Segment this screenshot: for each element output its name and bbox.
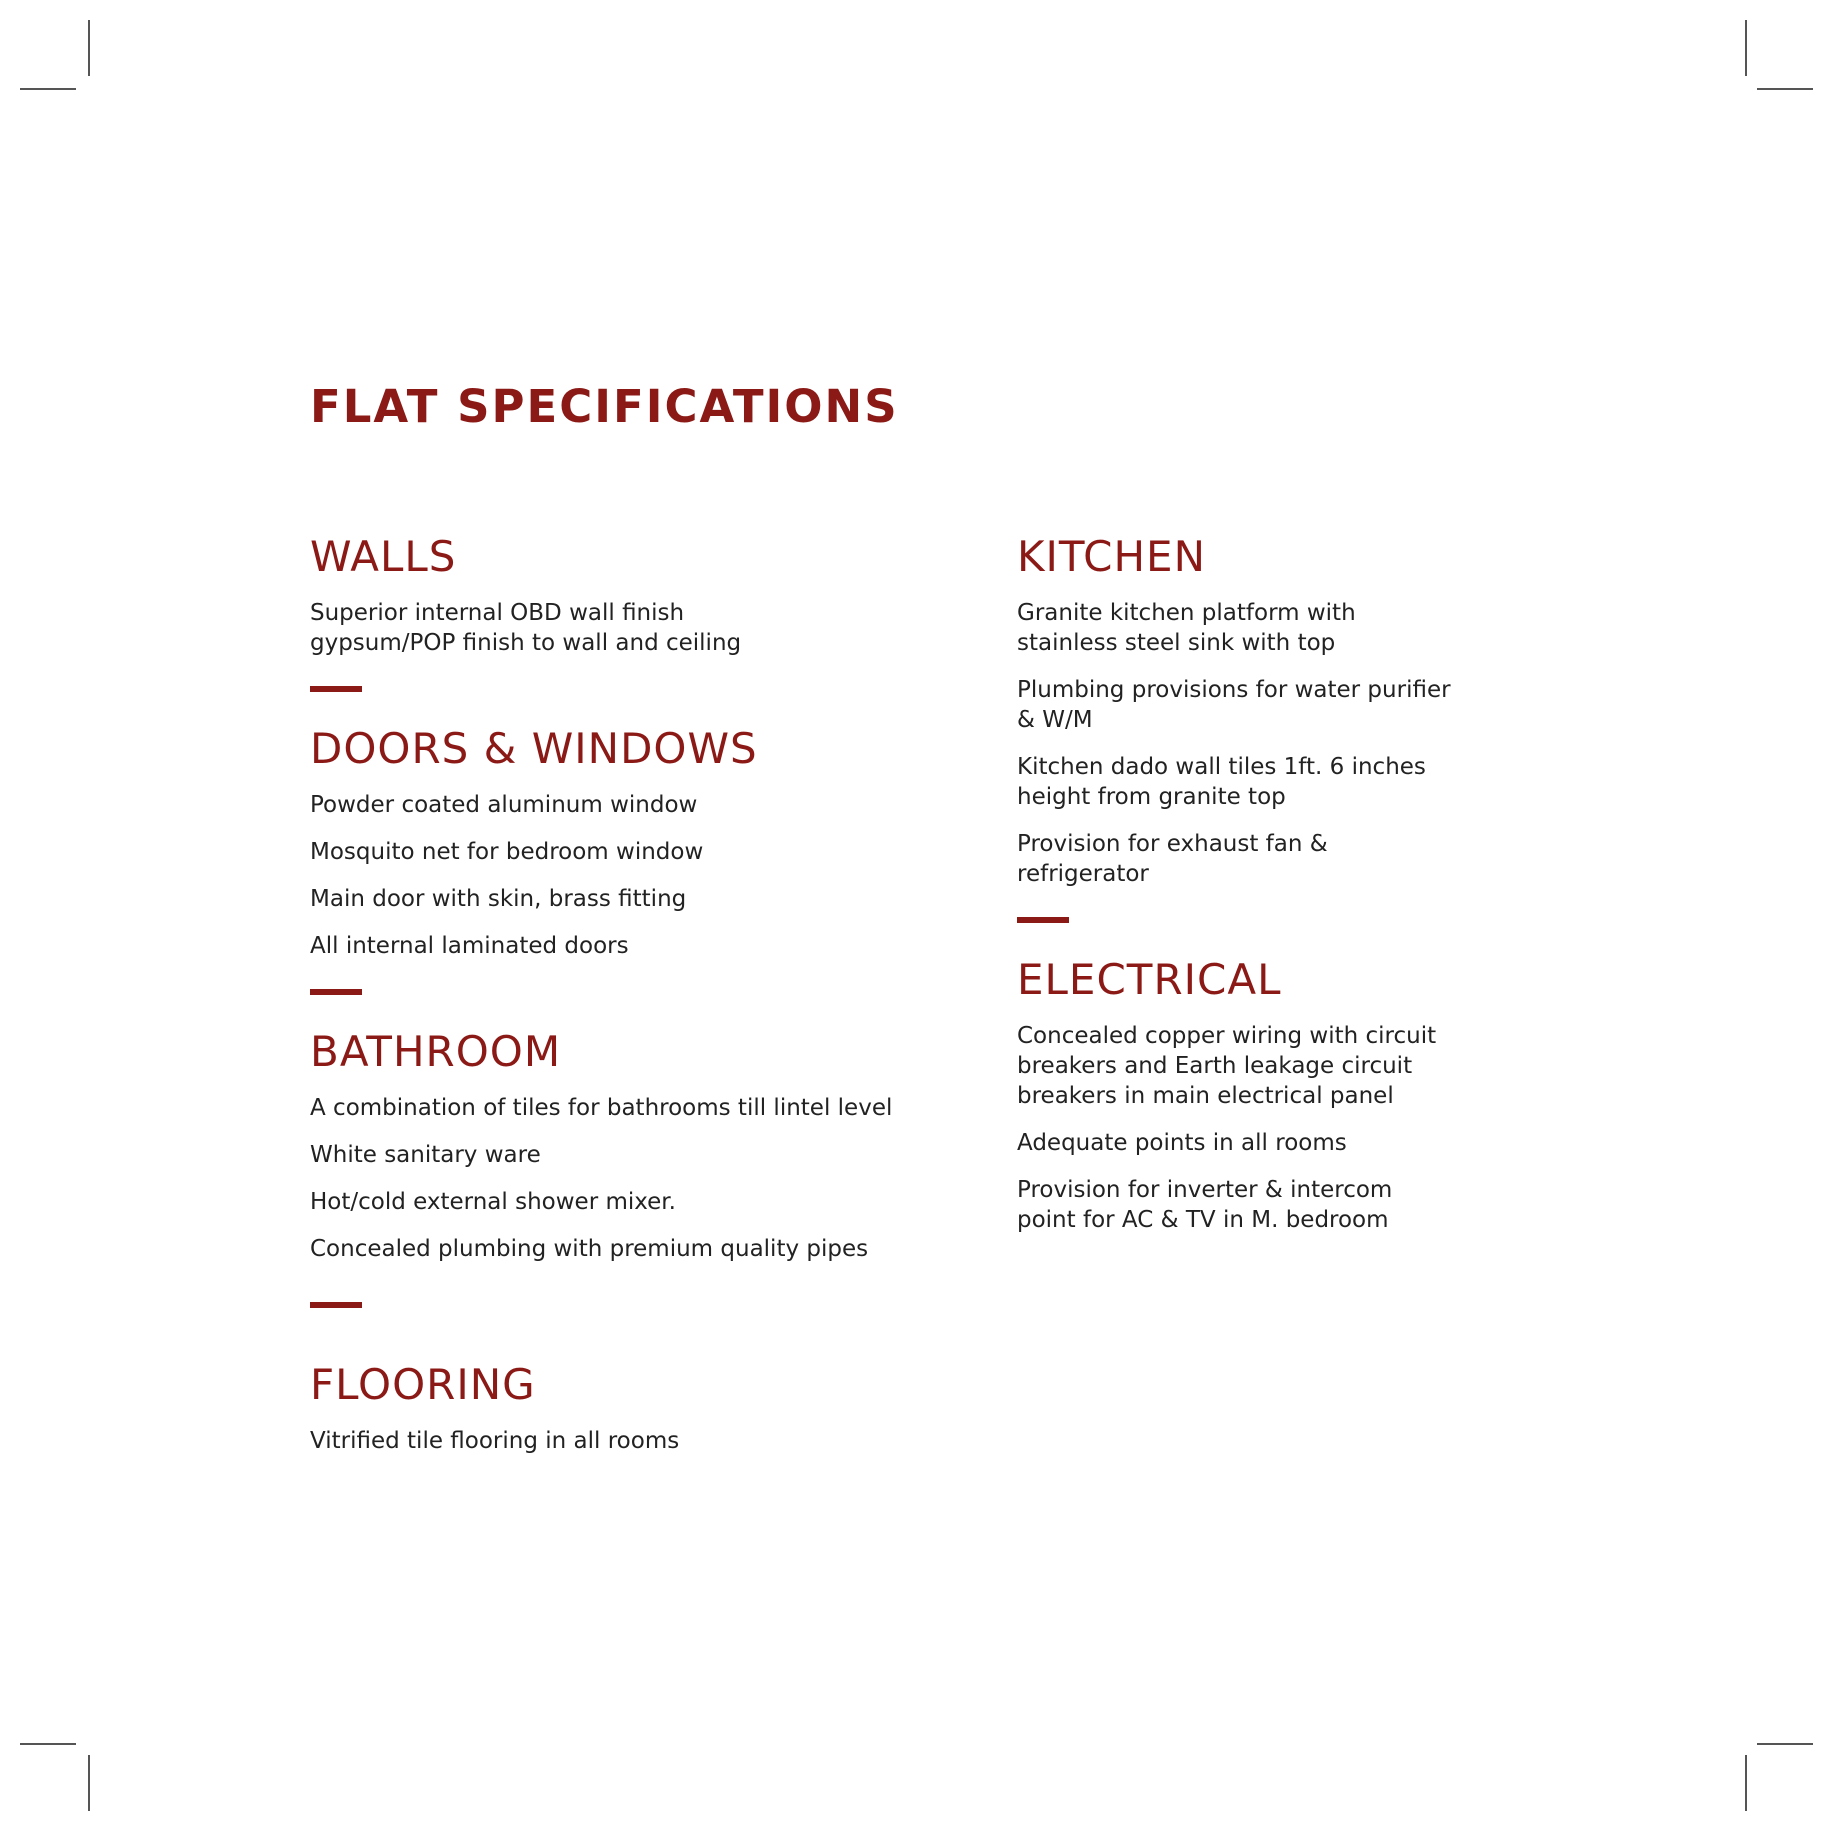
spec-item: Superior internal OBD wall finish gypsum/POP finish to wall and ceiling bbox=[310, 600, 742, 656]
spec-list bbox=[1017, 598, 1537, 889]
crop-mark bbox=[20, 88, 76, 90]
spec-item: Concealed copper wiring with circuit breakers and Earth leakage circuit breakers in main electrical panel bbox=[1017, 1023, 1437, 1109]
section-heading: KITCHEN bbox=[1017, 532, 1206, 581]
section-divider bbox=[310, 1302, 362, 1308]
left-column bbox=[310, 530, 950, 1456]
spec-item: Adequate points in all rooms bbox=[1017, 1130, 1347, 1156]
section-kitchen bbox=[1017, 530, 1537, 889]
section-doors-windows bbox=[310, 722, 950, 961]
spec-item: Mosquito net for bedroom window bbox=[310, 839, 704, 865]
spec-item: Hot/cold external shower mixer. bbox=[310, 1189, 676, 1215]
spec-item: Main door with skin, brass fitting bbox=[310, 886, 687, 912]
section-heading: ELECTRICAL bbox=[1017, 955, 1282, 1004]
spec-item: Provision for exhaust fan & refrigerator bbox=[1017, 831, 1328, 887]
section-heading: WALLS bbox=[310, 532, 457, 581]
right-column bbox=[1017, 530, 1537, 1235]
spec-item: Powder coated aluminum window bbox=[310, 792, 698, 818]
section-flooring bbox=[310, 1358, 950, 1456]
crop-mark bbox=[1745, 1755, 1747, 1811]
spec-item: Plumbing provisions for water purifier & W/M bbox=[1017, 677, 1451, 733]
spec-item: Vitrified tile flooring in all rooms bbox=[310, 1428, 680, 1454]
section-electrical bbox=[1017, 953, 1537, 1235]
spec-item: A combination of tiles for bathrooms till lintel level bbox=[310, 1095, 893, 1121]
section-divider bbox=[310, 686, 362, 692]
section-walls bbox=[310, 530, 950, 658]
spec-item: White sanitary ware bbox=[310, 1142, 541, 1168]
crop-mark bbox=[88, 1755, 90, 1811]
page-title: FLAT SPECIFICATIONS bbox=[310, 380, 899, 433]
spec-item: Granite kitchen platform with stainless steel sink with top bbox=[1017, 600, 1356, 656]
section-heading: DOORS & WINDOWS bbox=[310, 724, 758, 773]
crop-mark bbox=[20, 1743, 76, 1745]
spec-list bbox=[1017, 1021, 1537, 1235]
crop-mark bbox=[1745, 20, 1747, 76]
spec-item: All internal laminated doors bbox=[310, 933, 629, 959]
section-heading: FLOORING bbox=[310, 1360, 536, 1409]
section-bathroom bbox=[310, 1025, 950, 1264]
crop-mark bbox=[1757, 88, 1813, 90]
spec-list bbox=[310, 1426, 950, 1456]
section-heading: BATHROOM bbox=[310, 1027, 562, 1076]
spec-item: Kitchen dado wall tiles 1ft. 6 inches height from granite top bbox=[1017, 754, 1426, 810]
section-divider bbox=[310, 989, 362, 995]
crop-mark bbox=[1757, 1743, 1813, 1745]
section-divider bbox=[1017, 917, 1069, 923]
spec-list bbox=[310, 598, 950, 658]
spec-item: Provision for inverter & intercom point for AC & TV in M. bedroom bbox=[1017, 1177, 1393, 1233]
spec-item: Concealed plumbing with premium quality pipes bbox=[310, 1236, 869, 1262]
spec-list bbox=[310, 1093, 950, 1264]
crop-mark bbox=[88, 20, 90, 76]
spec-list bbox=[310, 790, 950, 961]
